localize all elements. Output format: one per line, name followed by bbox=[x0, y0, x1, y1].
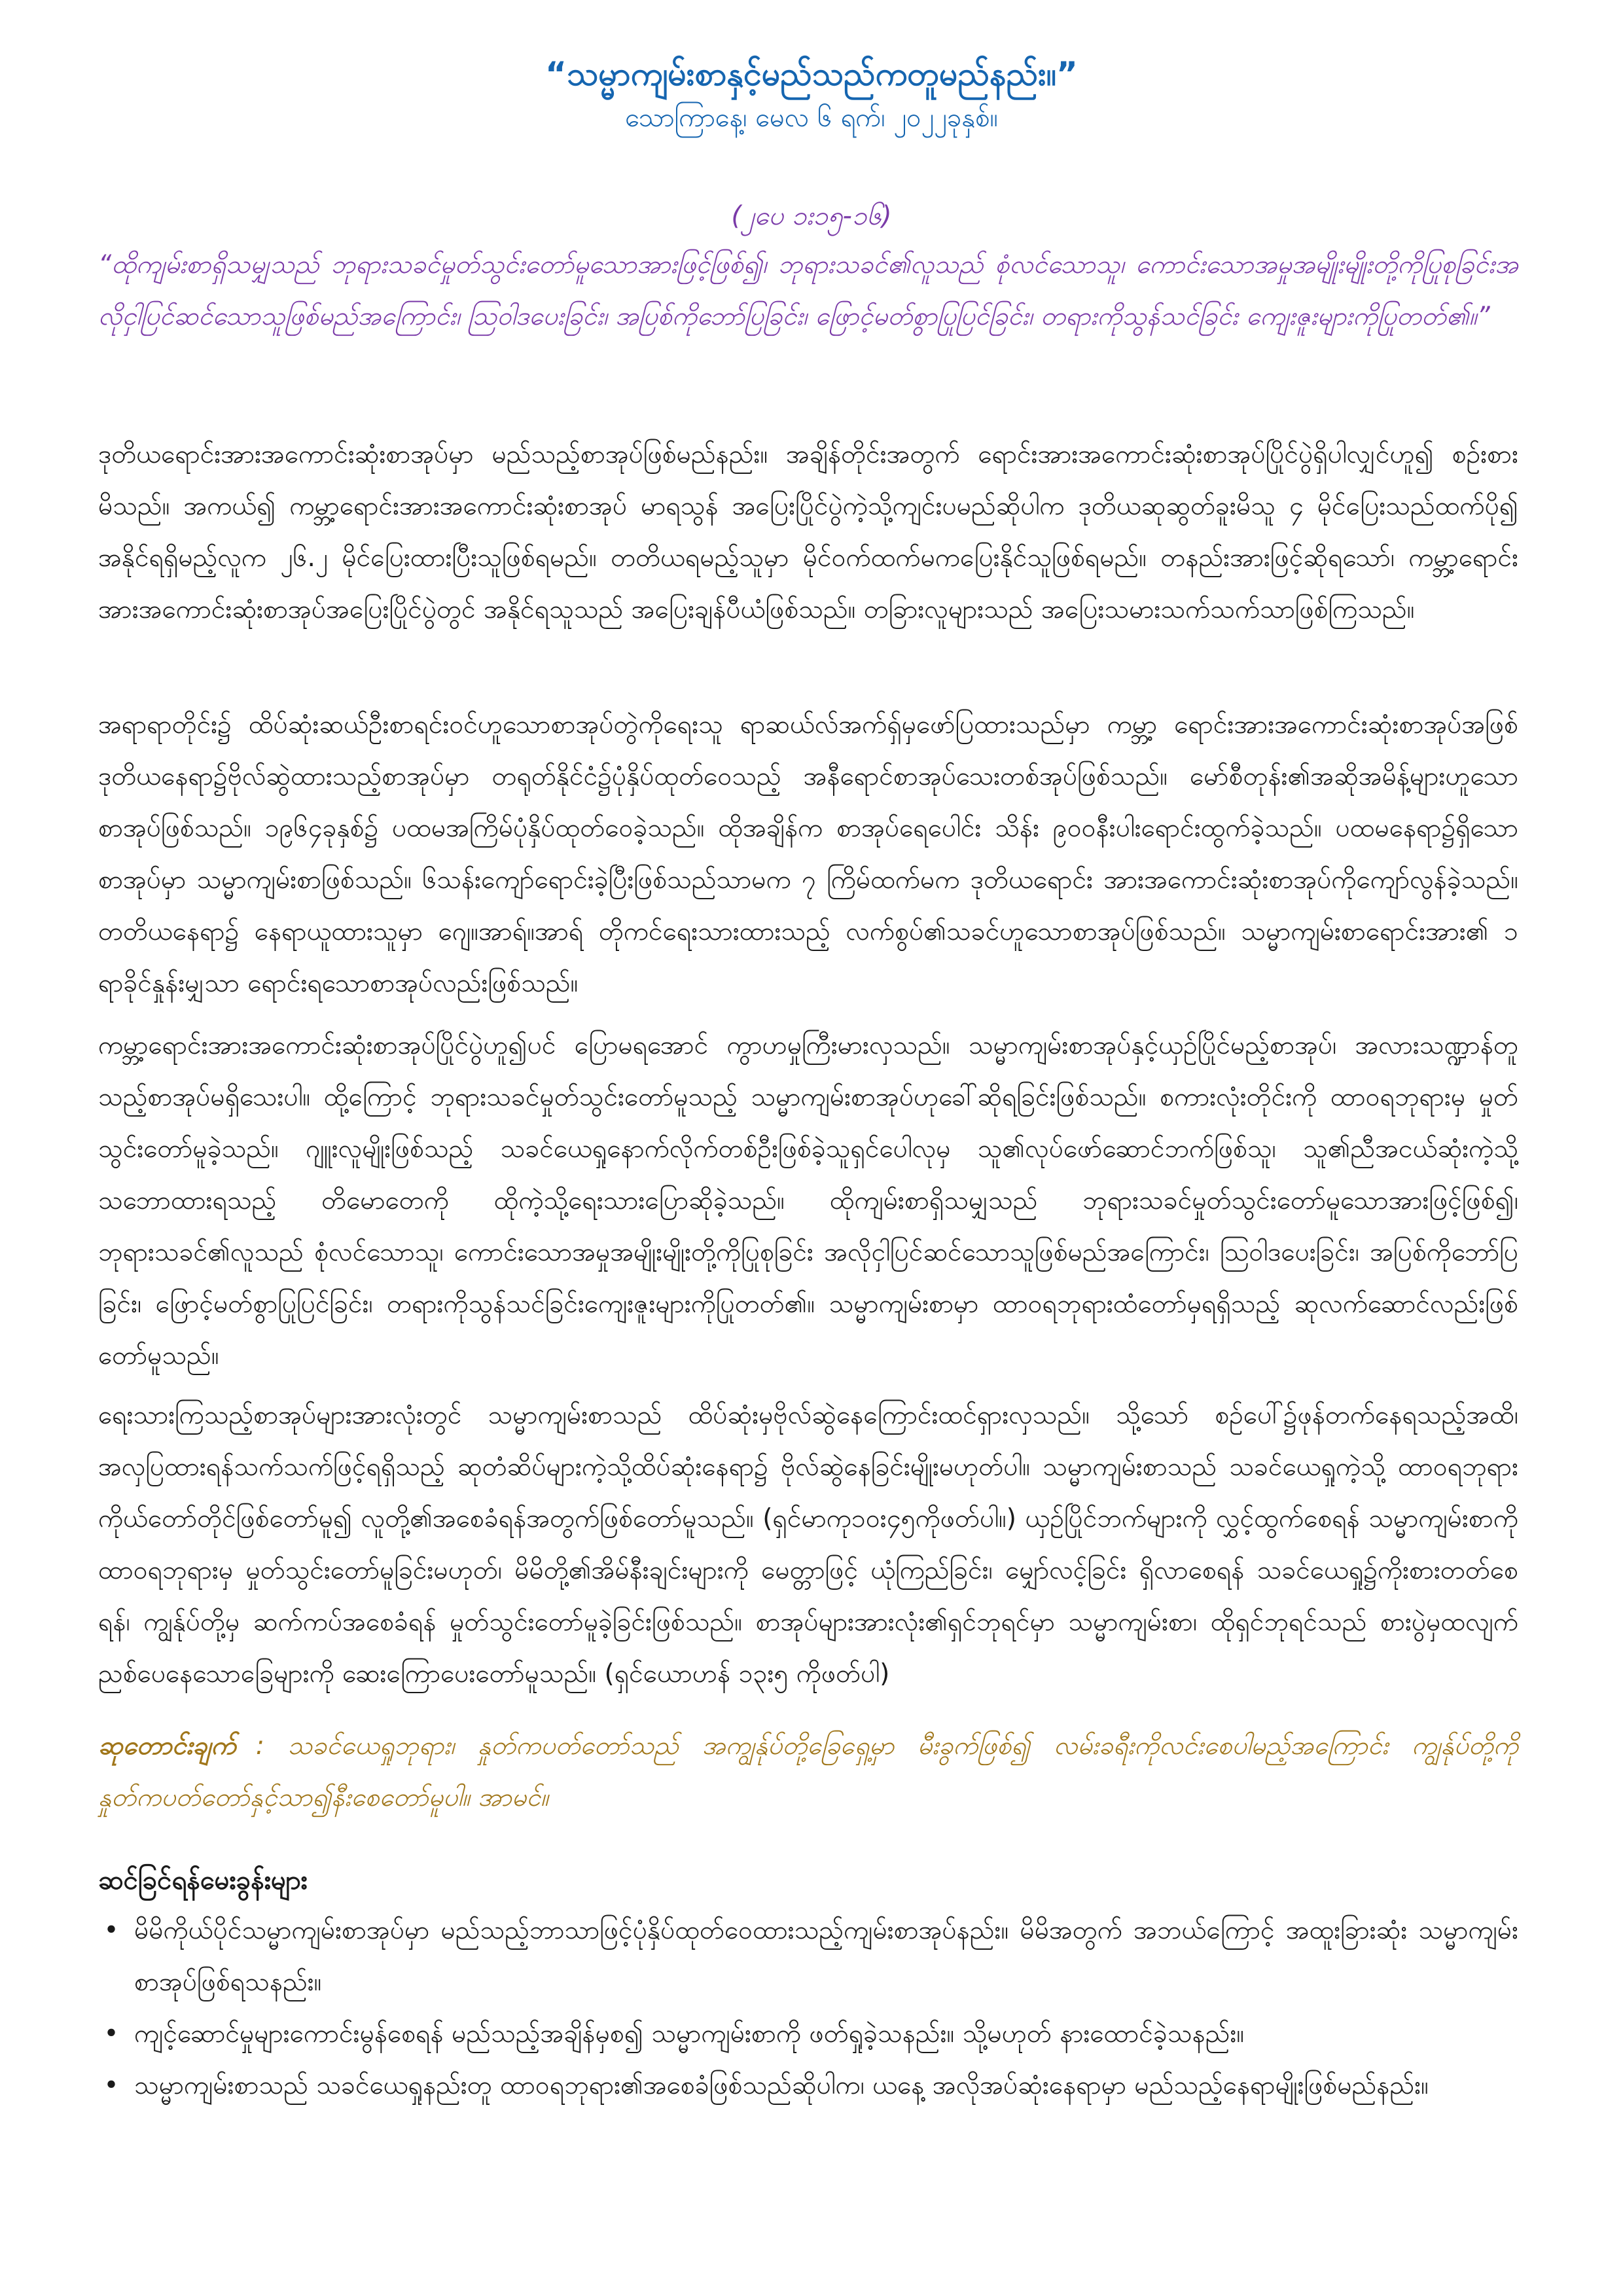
page-date: သောကြာနေ့၊ မေလ ၆ ရက်၊ ၂၀၂၂ခုနှစ်။ bbox=[625, 103, 998, 133]
verse-reference: (၂ပေ ၁း၁၅-၁၆) bbox=[731, 201, 892, 231]
body-paragraph-4: ရေးသားကြသည့်စာအုပ်များအားလုံးတွင် သမ္မာကျမ်းစာသည် ထိပ်ဆုံးမှဗိုလ်ဆွဲနေကြောင်းထင်ရှားလှသည်။ သို့သော် စဉ်ပေါ်၌ဖုန်တက်နေရသည့်အထိ၊ အလှပြထားရန်သက်သက်ဖြင့်ရရှိသည့် ဆုတံဆိပ်များကဲ့သို့ထိပ်ဆုံးနေရာ၌ ဗိုလ်ဆွဲနေခြင်းမျိုးမဟုတ်ပါ။ သမ္မာကျမ်းစာသည် သခင်ယေရှုကဲ့သို့ ထာဝရဘုရားကိုယ်တော်တိုင်ဖြစ်တော်မူ၍ လူတို့၏အစေခံရန်အတွက်ဖြစ်တော်မူသည်။ (ရှင်မာကု၁၀း၄၅ကိုဖတ်ပါ။) ယှဉ်ပြိုင်ဘက်များကို လွှင့်ထွက်စေရန် သမ္မာကျမ်းစာကို ထာဝရဘုရားမှ မှုတ်သွင်းတော်မူခြင်းမဟုတ်၊ မိမိတို့၏အိမ်နီးချင်းများကို မေတ္တာဖြင့် ယုံကြည်ခြင်း၊ မျှော်လင့်ခြင်း ရှိလာစေရန် သခင်ယေရှု၌ကိုးစားတတ်စေရန်၊ ကျွန်ုပ်တို့မှ ဆက်ကပ်အစေခံရန် မှုတ်သွင်းတော်မူခဲ့ခြင်းဖြစ်သည်။ စာအုပ်များအားလုံး၏ရှင်ဘုရင်မှာ သမ္မာကျမ်းစာ၊ ထိုရှင်ဘုရင်သည် စားပွဲမှထလျက် ညစ်ပေနေသောခြေများကို ဆေးကြောပေးတော်မူသည်။ (ရှင်ယောဟန် ၁၃း၅ ကိုဖတ်ပါ) bbox=[98, 1401, 1518, 1689]
bullet-icon bbox=[98, 2060, 124, 2111]
question-text: မိမိကိုယ်ပိုင်သမ္မာကျမ်းစာအုပ်မှာ မည်သည့်ဘာသာဖြင့်ပုံနှိပ်ထုတ်ဝေထားသည့်ကျမ်းစာအုပ်နည်း။ မိမိအတွက် အဘယ်ကြောင့် အထူးခြားဆုံး သမ္မာကျမ်းစာအုပ်ဖြစ်ရသနည်း။ bbox=[134, 1916, 1518, 1997]
prayer-label: ဆုတောင်းချက် bbox=[98, 1731, 236, 1761]
question-text: သမ္မာကျမ်းစာသည် သခင်ယေရှုနည်းတူ ထာဝရဘုရား၏အစေခံဖြစ်သည်ဆိုပါက၊ ယနေ့ အလိုအပ်ဆုံးနေရာမှာ မည်သည့်နေရာမျိုးဖြစ်မည်နည်း။ bbox=[134, 2071, 1429, 2100]
body-paragraph-1: ဒုတိယရောင်းအားအကောင်းဆုံးစာအုပ်မှာ မည်သည့်စာအုပ်ဖြစ်မည်နည်း။ အချိန်တိုင်းအတွက် ရောင်းအားအကောင်းဆုံးစာအုပ်ပြိုင်ပွဲရှိပါလျှင်ဟူ၍ စဉ်းစားမိသည်။ အကယ်၍ ကမ္ဘာ့ရောင်းအားအကောင်းဆုံးစာအုပ် မာရသွန် အပြေးပြိုင်ပွဲကဲ့သို့ကျင်းပမည်ဆိုပါက ဒုတိယဆုဆွတ်ခူးမိသူ ၄ မိုင်ပြေးသည်ထက်ပို၍ အနိုင်ရရှိမည့်လူက ၂၆.၂ မိုင်ပြေးထားပြီးသူဖြစ်ရမည်။ တတိယရမည့်သူမှာ မိုင်ဝက်ထက်မကပြေးနိုင်သူဖြစ်ရမည်။ တနည်းအားဖြင့်ဆိုရသော်၊ ကမ္ဘာ့ရောင်းအားအကောင်းဆုံးစာအုပ်အပြေးပြိုင်ပွဲတွင် အနိုင်ရသူသည် အပြေးချန်ပီယံဖြစ်သည်။ တခြားလူများသည် အပြေးသမားသက်သက်သာဖြစ်ကြသည်။ bbox=[98, 440, 1518, 624]
bullet-icon bbox=[98, 1905, 124, 1956]
question-text: ကျင့်ဆောင်မှုများကောင်းမွန်စေရန် မည်သည့်အချိန်မှစ၍ သမ္မာကျမ်းစာကို ဖတ်ရှုခဲ့သနည်း။ သို့မဟုတ် နားထောင်ခဲ့သနည်း။ bbox=[134, 2019, 1245, 2049]
prayer bbox=[98, 1720, 1518, 1823]
bullet-icon bbox=[98, 2008, 124, 2060]
body-paragraph-3: ကမ္ဘာ့ရောင်းအားအကောင်းဆုံးစာအုပ်ပြိုင်ပွဲဟူ၍ပင် ပြောမရအောင် ကွာဟမှုကြီးမားလှသည်။ သမ္မာကျမ်းစာအုပ်နှင့်ယှဉ်ပြိုင်မည့်စာအုပ်၊ အလားသဏ္ဍာန်တူသည့်စာအုပ်မရှိသေးပါ။ ထို့ကြောင့် ဘုရားသခင်မှုတ်သွင်းတော်မူသည့် သမ္မာကျမ်းစာအုပ်ဟုခေါ်ဆိုရခြင်းဖြစ်သည်။ စကားလုံးတိုင်းကို ထာဝရဘုရားမှ မှုတ်သွင်းတော်မူခဲ့သည်။ ဂျူးလူမျိုးဖြစ်သည့် သခင်ယေရှုနောက်လိုက်တစ်ဦးဖြစ်ခဲ့သူရှင်ပေါလုမှ သူ၏လုပ်ဖော်ဆောင်ဘက်ဖြစ်သူ၊ သူ၏ညီအငယ်ဆုံးကဲ့သို့သဘောထားရသည့် တိမောတေကို ထိုကဲ့သို့ရေးသားပြောဆိုခဲ့သည်။ ထိုကျမ်းစာရှိသမျှသည် ဘုရားသခင်မှုတ်သွင်းတော်မူသောအားဖြင့်ဖြစ်၍၊ ဘုရားသခင်၏လူသည် စုံလင်သောသူ၊ ကောင်းသောအမှုအမျိုးမျိုးတို့ကိုပြုစုခြင်း အလိုငှါပြင်ဆင်သောသူဖြစ်မည်အကြောင်း၊ ဩဝါဒပေးခြင်း၊ အပြစ်ကိုဘော်ပြခြင်း၊ ဖြောင့်မတ်စွာပြုပြင်ခြင်း၊ တရားကိုသွန်သင်ခြင်းကျေးဇူးများကိုပြုတတ်၏။ သမ္မာကျမ်းစာမှာ ထာဝရဘုရားထံတော်မှရရှိသည့် ဆုလက်ဆောင်လည်းဖြစ်တော်မူသည်။ bbox=[98, 1031, 1518, 1371]
questions-list bbox=[98, 1905, 1518, 2111]
page-title: “သမ္မာကျမ်းစာနှင့်မည်သည်ကတူမည်နည်း။” bbox=[545, 55, 1078, 93]
prayer-text: : သခင်ယေရှုဘုရား၊ နှုတ်ကပတ်တော်သည် အကျွန်ုပ်တို့ခြေရှေ့မှာ မီးခွက်ဖြစ်၍ လမ်းခရီးကိုလင်းစေပါမည့်အကြောင်း ကျွန်ုပ်တို့ကို နှုတ်ကပတ်တော်နှင့်သာ၍နီးစေတော်မူပါ။ အာမင်။ bbox=[98, 1731, 1518, 1812]
body-paragraph-2: အရာရာတိုင်း၌ ထိပ်ဆုံးဆယ်ဦးစာရင်းဝင်ဟူသောစာအုပ်တွဲကိုရေးသူ ရာဆယ်လ်အက်ရှ်မှဖော်ပြထားသည်မှာ ကမ္ဘာ့ ရောင်းအားအကောင်းဆုံးစာအုပ်အဖြစ် ဒုတိယနေရာ၌ဗိုလ်ဆွဲထားသည့်စာအုပ်မှာ တရုတ်နိုင်ငံ၌ပုံနှိပ်ထုတ်ဝေသည့် အနီရောင်စာအုပ်သေးတစ်အုပ်ဖြစ်သည်။ မော်စီတုန်း၏အဆိုအမိန့်များဟူသောစာအုပ်ဖြစ်သည်။ ၁၉၆၄ခုနှစ်၌ ပထမအကြိမ်ပုံနှိပ်ထုတ်ဝေခဲ့သည်။ ထိုအချိန်က စာအုပ်ရေပေါင်း သိန်း ၉၀၀နီးပါးရောင်းထွက်ခဲ့သည်။ ပထမနေရာ၌ရှိသောစာအုပ်မှာ သမ္မာကျမ်းစာဖြစ်သည်။ ၆သန်းကျော်ရောင်းခဲ့ပြီးဖြစ်သည်သာမက ၇ ကြိမ်ထက်မက ဒုတိယရောင်း အားအကောင်းဆုံးစာအုပ်ကိုကျော်လွန်ခဲ့သည်။ တတိယနေရာ၌ နေရာယူထားသူမှာ ဂျေ။အာရ်။အာရ် တိုကင်ရေးသားထားသည့် လက်စွပ်၏သခင်ဟူသောစာအုပ်ဖြစ်သည်။ သမ္မာကျမ်းစာရောင်းအား၏ ၁ ရာခိုင်နှုန်းမျှသာ ရောင်းရသောစာအုပ်လည်းဖြစ်သည်။ bbox=[98, 710, 1518, 998]
questions-heading: ဆင်ခြင်ရန်မေးခွန်းများ bbox=[98, 1865, 308, 1895]
verse-text: “ထိုကျမ်းစာရှိသမျှသည် ဘုရားသခင်မှုတ်သွင်းတော်မူသောအားဖြင့်ဖြစ်၍၊ ဘုရားသခင်၏လူသည် စုံလင်သောသူ၊ ကောင်းသောအမှုအမျိုးမျိုးတို့ကိုပြုစုခြင်းအလိုငှါပြင်ဆင်သောသူဖြစ်မည်အကြောင်း၊ ဩဝါဒပေးခြင်း၊ အပြစ်ကိုဘော်ပြခြင်း၊ ဖြောင့်မတ်စွာပြုပြင်ခြင်း၊ တရားကိုသွန်သင်ခြင်း ကျေးဇူးများကိုပြုတတ်၏။” bbox=[98, 250, 1518, 331]
question-item-2 bbox=[98, 2008, 1518, 2060]
question-item-3 bbox=[98, 2060, 1518, 2111]
question-item-1 bbox=[98, 1905, 1518, 2008]
